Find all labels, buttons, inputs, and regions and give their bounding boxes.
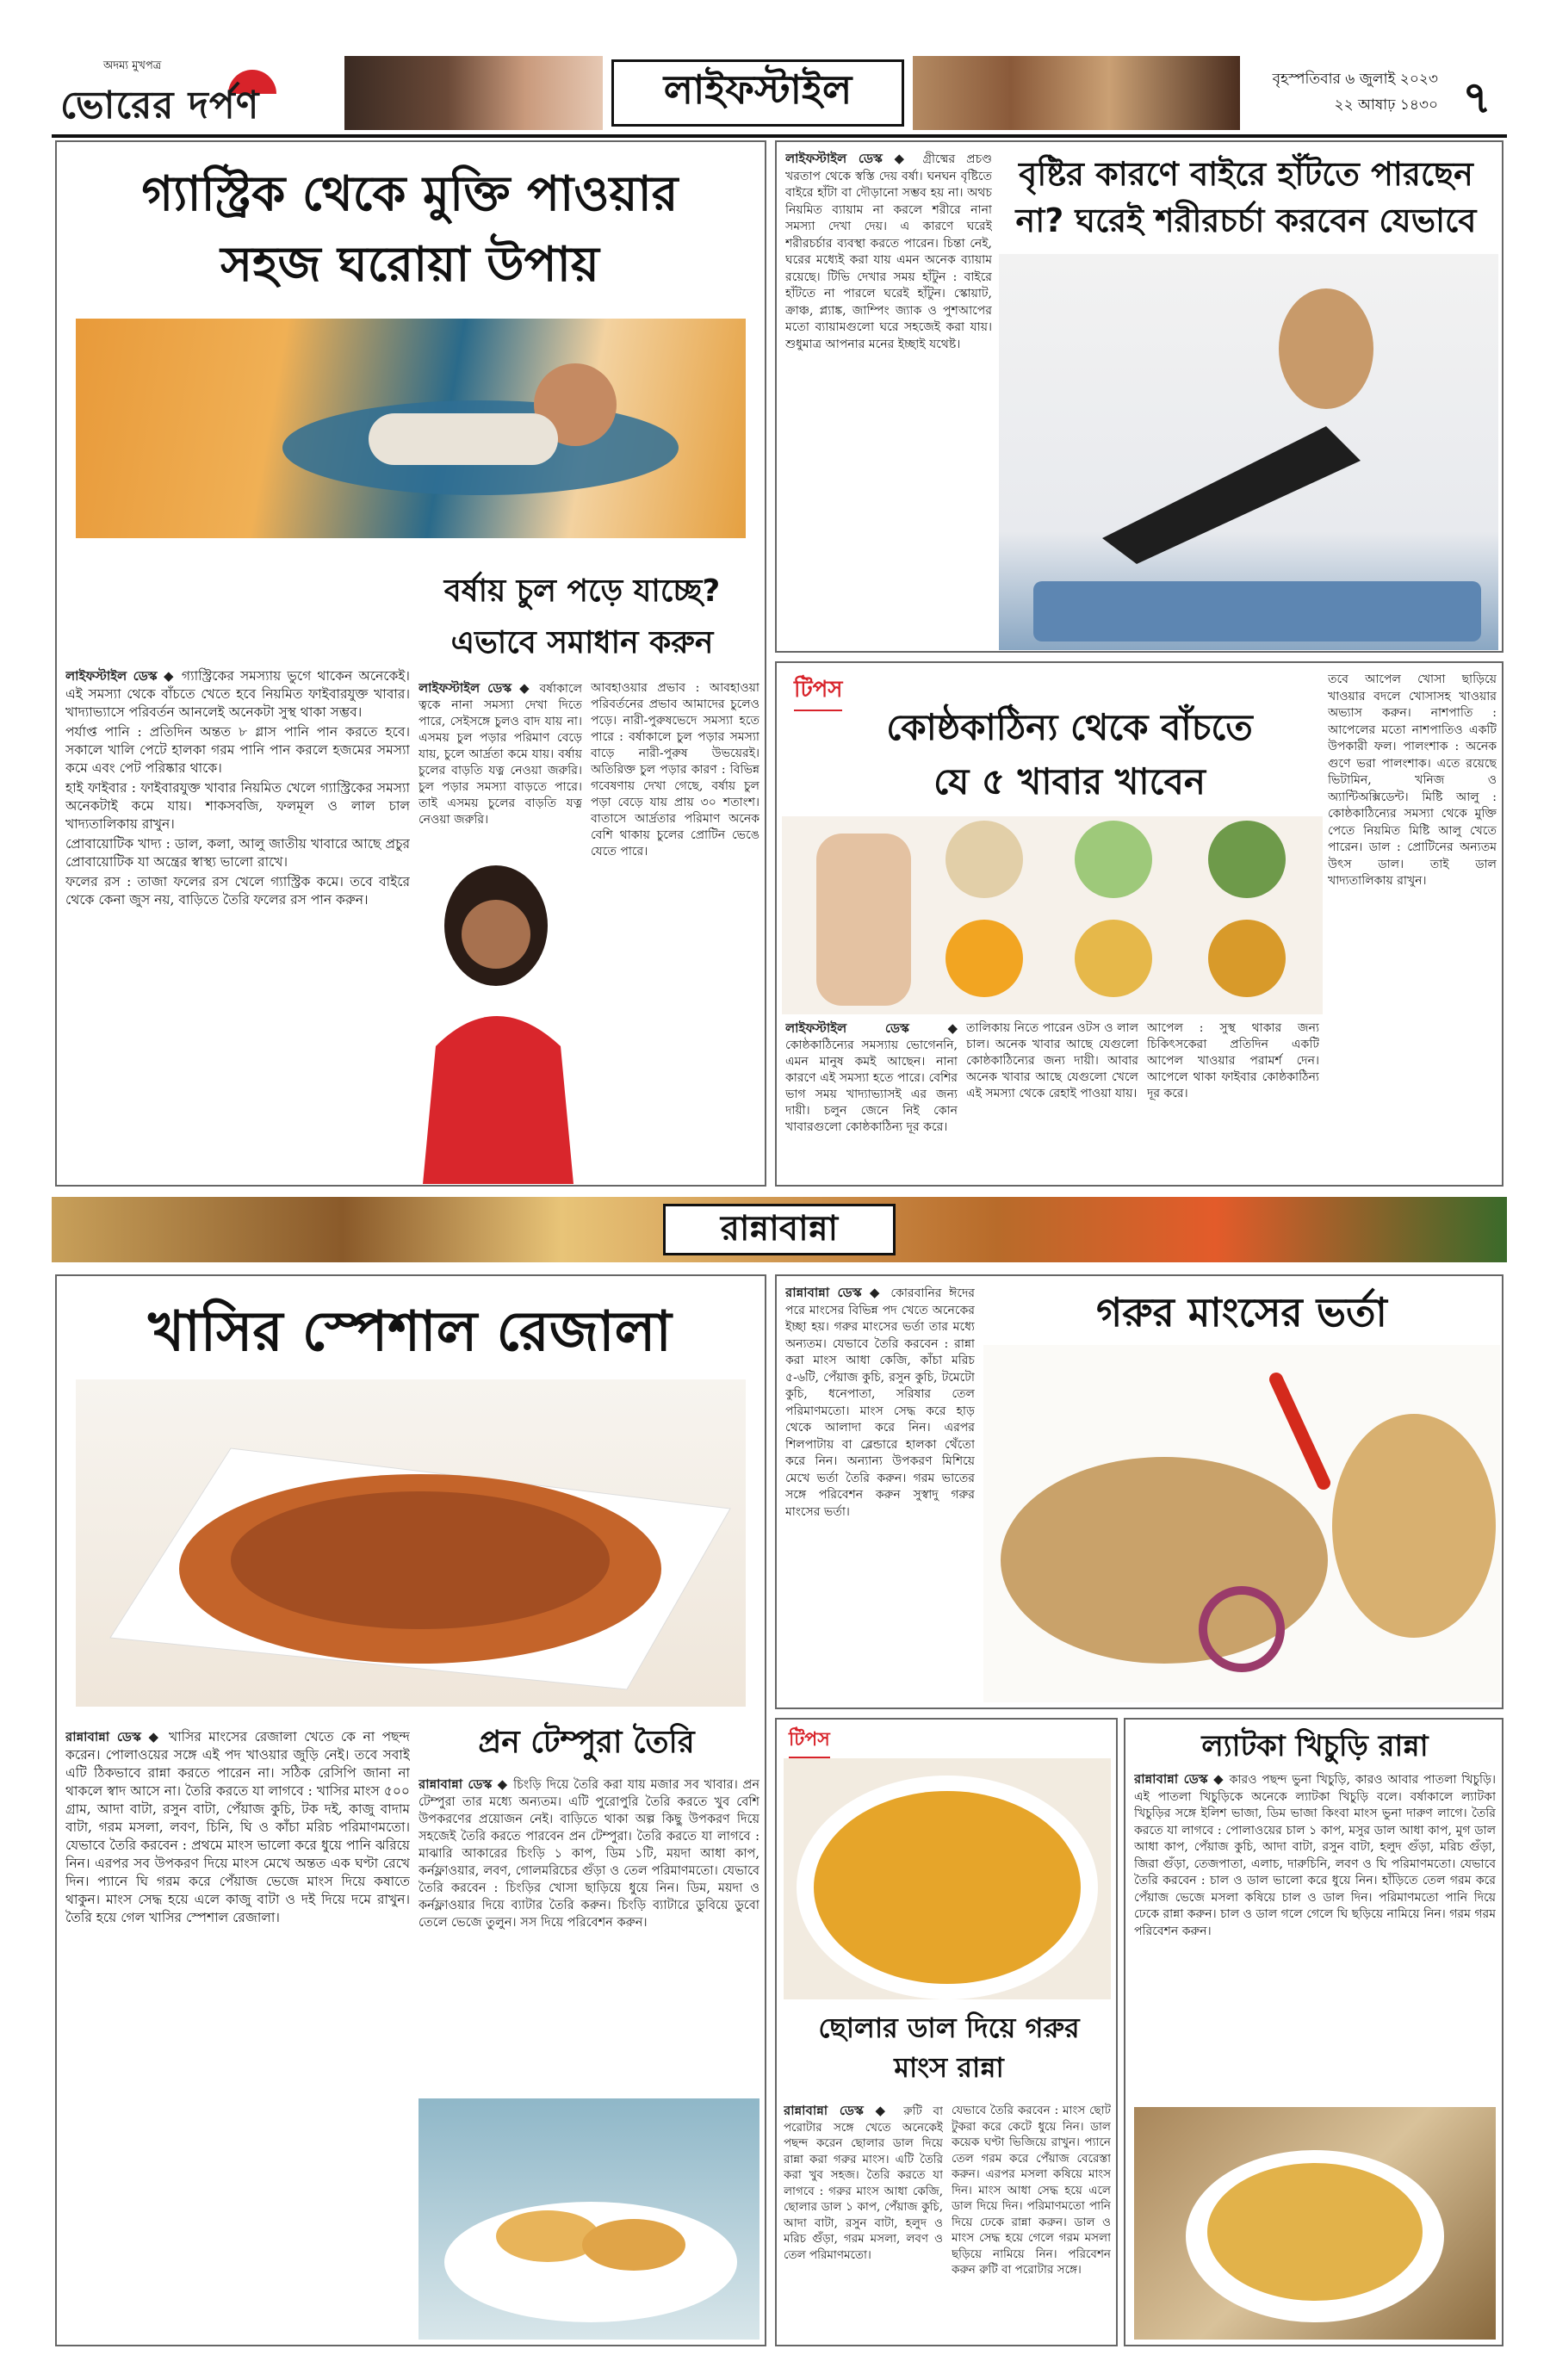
chola-headline: ছোলার ডাল দিয়ে গরুর মাংস রান্না bbox=[818, 2011, 1080, 2084]
exercise-headline: বৃষ্টির কারণে বাইরে হাঁটতে পারছেন না? ঘরেই শরীরচর্চা করবেন যেভাবে bbox=[1015, 155, 1477, 239]
foods-collage-photo bbox=[782, 816, 1323, 1014]
khichuri-desk: রান্নাবান্না ডেস্ক ◆ bbox=[1134, 1771, 1224, 1787]
beef-bharta-body bbox=[785, 1285, 975, 1702]
hair-body-right bbox=[591, 680, 760, 1171]
chola-body-left bbox=[784, 2103, 943, 2344]
chola-tag: টিপস bbox=[789, 1725, 830, 1758]
tempura-photo bbox=[418, 2098, 760, 2340]
foods-illustration bbox=[782, 816, 1323, 1014]
spa-strip-image bbox=[913, 56, 1240, 130]
woman-yawning-photo bbox=[410, 857, 586, 1184]
constipation-right-col bbox=[1328, 672, 1497, 1180]
constipation-headline-2: যে ৫ খাবার খাবেন bbox=[933, 760, 1206, 803]
constipation-article bbox=[775, 661, 1504, 1187]
tempura-body bbox=[418, 1776, 760, 2090]
date-block bbox=[1257, 66, 1438, 118]
gastric-para-5: ফলের রস : তাজা ফলের রস খেলে গ্যাস্ট্রিক কমে। তবে বাইরে থেকে কেনা জুস নয়, বাড়িতে তৈরি ফলের রস পান করুন। bbox=[65, 874, 410, 908]
beef-bharta-photo bbox=[983, 1345, 1500, 1702]
brand-logo bbox=[52, 54, 336, 132]
rezala-headline: খাসির স্পেশাল রেজালা bbox=[148, 1300, 672, 1364]
khichuri-bowl-illustration bbox=[1134, 2107, 1496, 2340]
tempura-desk: রান্নাবান্না ডেস্ক ◆ bbox=[418, 1776, 509, 1792]
khichuri-headline: ল্যাটকা খিচুড়ি রান্না bbox=[1201, 1729, 1429, 1763]
tempura-illustration bbox=[418, 2098, 760, 2340]
rezala-article bbox=[55, 1274, 766, 2346]
hair-body-left bbox=[418, 680, 582, 852]
tempura-text: চিংড়ি দিয়ে তৈরি করা যায় মজার সব খাবার। প্রন টেম্পুরা তার মধ্যে অন্যতম। এটি পুরোপুরি তৈরি করতে খুব বেশি উপকরণের প্রয়োজন নেই। বাড়িতে থাকা অল্প কিছু উপকরণ দিয়ে সহজেই তৈরি করতে পারবেন প্রন টেম্পুরা। তৈরি করতে যা লাগবে : মাঝারি আকারের চিংড়ি ১ কাপ, ডিম ১টি, ময়দা আধা কাপ, কর্নফ্লাওয়ার, লবণ, গোলমরিচের গুঁড়া ও তেল পরিমাণমতো। যেভাবে তৈরি করবেন : চিংড়ির খোসা ছাড়িয়ে ধুয়ে নিন। ডিম, ময়দা ও কর্নফ্লাওয়ার দিয়ে ব্যাটার তৈরি করুন। চিংড়ি ব্যাটারে ডুবিয়ে ডুবো তেলে ভেজে তুলুন। সস দিয়ে পরিবেশন করুন। bbox=[418, 1778, 760, 1930]
woman-illustration bbox=[410, 857, 586, 1184]
rezala-dish-illustration bbox=[76, 1379, 746, 1707]
hair-desk: লাইফস্টাইল ডেস্ক ◆ bbox=[418, 680, 533, 696]
food-section-band bbox=[52, 1197, 1507, 1262]
page-number: ৭ bbox=[1462, 72, 1491, 124]
gastric-para-3: হাই ফাইবার : ফাইবারযুক্ত খাবার নিয়মিত খেলে গ্যাস্ট্রিকের সমস্যা অনেকটাই কমে যায়। শাকসবজি, ফলমূল ও লাল চাল খাদ্যতালিকায় রাখুন। bbox=[65, 780, 410, 832]
brand-tagline: অদম্য মুখপত্র bbox=[103, 59, 162, 72]
gastric-body bbox=[65, 667, 410, 1180]
section-title: লাইফস্টাইল bbox=[611, 59, 904, 127]
constipation-right-text: তবে আপেল খোসা ছাড়িয়ে খাওয়ার বদলে খোসাসহ খাওয়ার অভ্যাস করুন। নাশপাতি : আপেলের মতো নাশপাতিও একটি উপকারী ফল। পালংশাক : অনেক গুণে ভরা পালংশাক। এতে রয়েছে ভিটামিন, খনিজ ও অ্যান্টিঅক্সিডেন্ট। মিষ্টি আলু : কোষ্ঠকাঠিন্যের সমস্যা থেকে মুক্তি পেতে নিয়মিত মিষ্টি আলু খেতে পারেন। ডাল : প্রোটিনের অন্যতম উৎস ডাল। তাই ডাল খাদ্যতালিকায় রাখুন। bbox=[1328, 672, 1497, 888]
constipation-col-1-text: কোষ্ঠকাঠিন্যের সমস্যায় ভোগেননি, এমন মানুষ কমই আছেন। নানা কারণে এই সমস্যা হতে পারে। বেশির ভাগ সময় খাদ্যাভ্যাসই এর জন্য দায়ী। চলুন জেনে নিই কোন খাবারগুলো কোষ্ঠকাঠিন্য দূর করে। bbox=[785, 1038, 958, 1134]
constipation-desk: লাইফস্টাইল ডেস্ক ◆ bbox=[785, 1020, 958, 1036]
exercise-body bbox=[785, 151, 992, 646]
chola-article bbox=[775, 1718, 1118, 2346]
date-bengali: ২২ আষাঢ় ১৪৩০ bbox=[1334, 96, 1438, 114]
hair-strip-image bbox=[344, 56, 603, 130]
tempura-headline: প্রন টেম্পুরা তৈরি bbox=[478, 1725, 695, 1760]
hair-right-text: আবহাওয়ার প্রভাব : আবহাওয়া পরিবর্তনের প্রভাব আমাদের চুলেও পড়ে। নারী-পুরুষভেদে সমস্যা হতে পারে : বর্ষাকালে চুল পড়ার সমস্যা বাড়ে নারী-পুরুষ উভয়েরই। অতিরিক্ত চুল পড়ার কারণ : বিভিন্ন গবেষণায় দেখা গেছে, বর্ষায় চুল পড়া বেড়ে যায় প্রায় ৩০ শতাংশ। বাতাসে আর্দ্রতার পরিমাণ অনেক বেশি থাকায় চুলের প্রোটিন ভেঙে যেতে পারে। bbox=[591, 681, 760, 858]
gastric-photo bbox=[76, 319, 746, 538]
constipation-tag: টিপস bbox=[794, 672, 842, 711]
constipation-headline-1: কোষ্ঠকাঠিন্য থেকে বাঁচতে bbox=[886, 706, 1253, 748]
constipation-col-2-text: তালিকায় নিতে পারেন ওটস ও লাল চাল। অনেক খাবার আছে যেগুলো কোষ্ঠকাঠিন্যের জন্য দায়ী। আবার অনেক খাবার আছে যেগুলো খেলে এই সমস্যা থেকে রেহাই পাওয়া যায়। bbox=[966, 1021, 1138, 1100]
gastric-headline: গ্যাস্ট্রিক থেকে মুক্তি পাওয়ার সহজ ঘরোয়া উপায় bbox=[141, 166, 679, 293]
beef-bharta-text: কোরবানির ঈদের পরে মাংসের বিভিন্ন পদ খেতে অনেকের ইচ্ছা হয়। গরুর মাংসের ভর্তা তার মধ্যে অন্যতম। যেভাবে তৈরি করবেন : রান্না করা মাংস আধা কেজি, কাঁচা মরিচ ৫-৬টি, পেঁয়াজ কুচি, রসুন কুচি, টমেটো কুচি, ধনেপাতা, সরিষার তেল পরিমাণমতো। মাংস সেদ্ধ করে হাড় থেকে আলাদা করে নিন। এরপর শিলপাটায় বা ব্লেন্ডারে হালকা থেঁতো করে নিন। অন্যান্য উপকরণ মিশিয়ে মেখে ভর্তা তৈরি করুন। গরম ভাতের সঙ্গে পরিবেশন করুন সুস্বাদু গরুর মাংসের ভর্তা। bbox=[785, 1286, 975, 1519]
newspaper-page bbox=[52, 47, 1507, 2346]
chola-dish-illustration bbox=[784, 1758, 1111, 1999]
chola-left-text: রুটি বা পরোটার সঙ্গে খেতে অনেকেই পছন্দ করেন ছোলার ডাল দিয়ে রান্না করা গরুর মাংস। এটি তৈরি করা খুব সহজ। তৈরি করতে যা লাগবে : গরুর মাংস আধা কেজি, ছোলার ডাল ১ কাপ, পেঁয়াজ কুচি, আদা বাটা, রসুন বাটা, হলুদ ও মরিচ গুঁড়া, গরম মসলা, লবণ ও তেল পরিমাণমতো। bbox=[784, 2104, 943, 2262]
plank-woman-photo bbox=[999, 254, 1498, 650]
chola-photo bbox=[784, 1758, 1111, 1999]
rezala-photo bbox=[76, 1379, 746, 1707]
hair-left-text: বর্ষাকালে ত্বকে নানা সমস্যা দেখা দিতে পারে, সেইসঙ্গে চুলও বাদ যায় না। এসময় চুল পড়ার পরিমাণ বেড়ে যায়, চুলে আর্দ্রতা কমে যায়। বর্ষায় চুলের বাড়তি যত্ন নেওয়া জরুরি। চুল পড়ার সমস্যা বাড়তে পারে। তাই এসময় চুলের বাড়তি যত্ন নেওয়া জরুরি। bbox=[418, 682, 582, 827]
constipation-col-3 bbox=[1147, 1020, 1319, 1180]
khichuri-body bbox=[1134, 1771, 1496, 2098]
rezala-text: খাসির মাংসের রেজালা খেতে কে না পছন্দ করেন। পোলাওয়ের সঙ্গে এই পদ খাওয়ার জুড়ি নেই। তবে সবাই এটি ঠিকভাবে রান্না করতে পারেন না। সঠিক রেসিপি জানা না থাকলে স্বাদ আসে না। তৈরি করতে যা লাগবে : খাসির মাংস ৫০০ গ্রাম, আদা বাটা, রসুন বাটা, পেঁয়াজ কুচি, টক দই, কাজু বাদাম বাটা, গরম মসলা, লবণ, চিনি, ঘি ও কাঁচা মরিচ পরিমাণমতো। যেভাবে তৈরি করবেন : প্রথমে মাংস ভালো করে ধুয়ে পানি ঝরিয়ে নিন। এরপর সব উপকরণ দিয়ে মাংস মেখে অন্তত এক ঘণ্টা রেখে দিন। প্যানে ঘি গরম করে পেঁয়াজ ভেজে মাংস দিয়ে কষাতে থাকুন। মাংস সেদ্ধ হয়ে এলে কাজু বাটা ও দই দিয়ে দমে রাখুন। তৈরি হয়ে গেল খাসির স্পেশাল রেজালা। bbox=[65, 1729, 410, 1925]
constipation-col-2 bbox=[966, 1020, 1138, 1180]
chola-right-text: যেভাবে তৈরি করবেন : মাংস ছোট টুকরা করে কেটে ধুয়ে নিন। ডাল কয়েক ঘণ্টা ভিজিয়ে রাখুন। প্যানে তেল গরম করে পেঁয়াজ বেরেস্তা করুন। এরপর মসলা কষিয়ে মাংস দিন। মাংস আধা সেদ্ধ হয়ে এলে ডাল দিয়ে দিন। পরিমাণমতো পানি দিয়ে ঢেকে রান্না করুন। ডাল ও মাংস সেদ্ধ হয়ে গেলে গরম মসলা ছড়িয়ে নামিয়ে নিন। পরিবেশন করুন রুটি বা পরোটার সঙ্গে। bbox=[952, 2104, 1111, 2277]
brand-name: ভোরের দর্পণ bbox=[60, 84, 260, 127]
man-on-sofa-illustration bbox=[76, 319, 746, 538]
exercise-article bbox=[775, 140, 1504, 653]
exercise-text: গ্রীষ্মের প্রচণ্ড খরতাপ থেকে স্বস্তি দেয় বর্ষা। ঘনঘন বৃষ্টিতে বাইরে হাঁটা বা দৌড়ানো সম্ভব হয় না। অথচ নিয়মিত ব্যায়াম না করলে শরীরে নানা সমস্যা দেখা দেয়। এ কারণে ঘরেই শরীরচর্চার ব্যবস্থা করতে পারেন। চিন্তা নেই, ঘরের মধ্যেই করা যায় এমন অনেক ব্যায়াম রয়েছে। টিভি দেখার সময় হাঁটুন : বাইরে হাঁটতে না পারলে ঘরেই হাঁটুন। স্কোয়াট, ক্রাঞ্চ, প্ল্যাঙ্ক, জাম্পিং জ্যাক ও পুশআপের মতো ব্যায়ামগুলো ঘরে সহজেই করা যায়। শুধুমাত্র আপনার মনের ইচ্ছাই যথেষ্ট। bbox=[785, 152, 992, 351]
beef-bharta-headline: গরুর মাংসের ভর্তা bbox=[1096, 1289, 1387, 1336]
bharta-illustration bbox=[983, 1345, 1500, 1702]
gastric-desk: লাইফস্টাইল ডেস্ক ◆ bbox=[65, 668, 176, 684]
khichuri-article bbox=[1124, 1718, 1504, 2346]
masthead bbox=[52, 47, 1507, 138]
exercise-desk: লাইফস্টাইল ডেস্ক ◆ bbox=[785, 151, 912, 166]
food-section-title: রান্নাবান্না bbox=[663, 1204, 896, 1255]
beef-bharta-desk: রান্নাবান্না ডেস্ক ◆ bbox=[785, 1285, 884, 1300]
rezala-body bbox=[65, 1728, 410, 2340]
hair-headline-1: বর্ষায় চুল পড়ে যাচ্ছে? bbox=[443, 573, 721, 609]
gastric-article bbox=[55, 140, 766, 1187]
constipation-col-1 bbox=[785, 1020, 958, 1180]
gastric-para-2: পর্যাপ্ত পানি : প্রতিদিন অন্তত ৮ গ্লাস পানি পান করতে হবে। সকালে খালি পেটে হালকা গরম পানি পান করলে হজমের সমস্যা কমে এবং পেট পরিষ্কার থাকে। bbox=[65, 724, 410, 776]
constipation-col-3-text: আপেল : সুস্থ থাকার জন্য চিকিৎসকেরা প্রতিদিন একটি আপেল খাওয়ার পরামর্শ দেন। আপেলে থাকা ফাইবার কোষ্ঠকাঠিন্য দূর করে। bbox=[1147, 1021, 1319, 1100]
khichuri-text: কারও পছন্দ ভুনা খিচুড়ি, কারও আবার পাতলা খিচুড়ি। এই পাতলা খিচুড়িকে অনেকে ল্যাটকা খিচুড়ি বলে। বর্ষাকালে ল্যাটকা খিচুড়ির সঙ্গে ইলিশ ভাজা, ডিম ভাজা কিংবা মাংস ভুনা দারুণ লাগে। তৈরি করতে যা লাগবে : পোলাওয়ের চাল ১ কাপ, মসুর ডাল আধা কাপ, মুগ ডাল আধা কাপ, পেঁয়াজ কুচি, আদা বাটা, রসুন বাটা, হলুদ গুঁড়া, মরিচ গুঁড়া, জিরা গুঁড়া, তেজপাতা, এলাচ, দারুচিনি, লবণ ও ঘি পরিমাণমতো। যেভাবে তৈরি করবেন : চাল ও ডাল ভালো করে ধুয়ে নিন। হাঁড়িতে তেল গরম করে পেঁয়াজ ভেজে মসলা কষিয়ে চাল ও ডাল দিন। পরিমাণমতো পানি দিয়ে ঢেকে রান্না করুন। চাল ও ডাল গলে গেলে ঘি ছড়িয়ে নামিয়ে নিন। গরম গরম পরিবেশন করুন। bbox=[1134, 1773, 1496, 1938]
date-gregorian: বৃহস্পতিবার ৬ জুলাই ২০২৩ bbox=[1272, 71, 1438, 88]
khichuri-photo bbox=[1134, 2107, 1496, 2340]
gastric-para-4: প্রোবায়োটিক খাদ্য : ডাল, কলা, আলু জাতীয় খাবারে আছে প্রচুর প্রোবায়োটিক যা অন্ত্রের স্বাস্থ্য ভালো রাখে। bbox=[65, 836, 410, 870]
chola-body-right bbox=[952, 2103, 1111, 2344]
plank-illustration bbox=[999, 254, 1498, 650]
gastric-para-1: গ্যাস্ট্রিকের সমস্যায় ভুগে থাকেন অনেকেই। এই সমস্যা থেকে বাঁচতে খেতে হবে নিয়মিত ফাইবারযুক্ত খাবার। খাদ্যাভ্যাসে পরিবর্তন আনলেই অনেকটা সুস্থ থাকা সম্ভব। bbox=[65, 668, 410, 720]
rezala-desk: রান্নাবান্না ডেস্ক ◆ bbox=[65, 1729, 162, 1745]
chola-desk: রান্নাবান্না ডেস্ক ◆ bbox=[784, 2103, 893, 2118]
hair-headline-2: এভাবে সমাধান করুন bbox=[450, 625, 714, 660]
beef-bharta-article bbox=[775, 1274, 1504, 1709]
